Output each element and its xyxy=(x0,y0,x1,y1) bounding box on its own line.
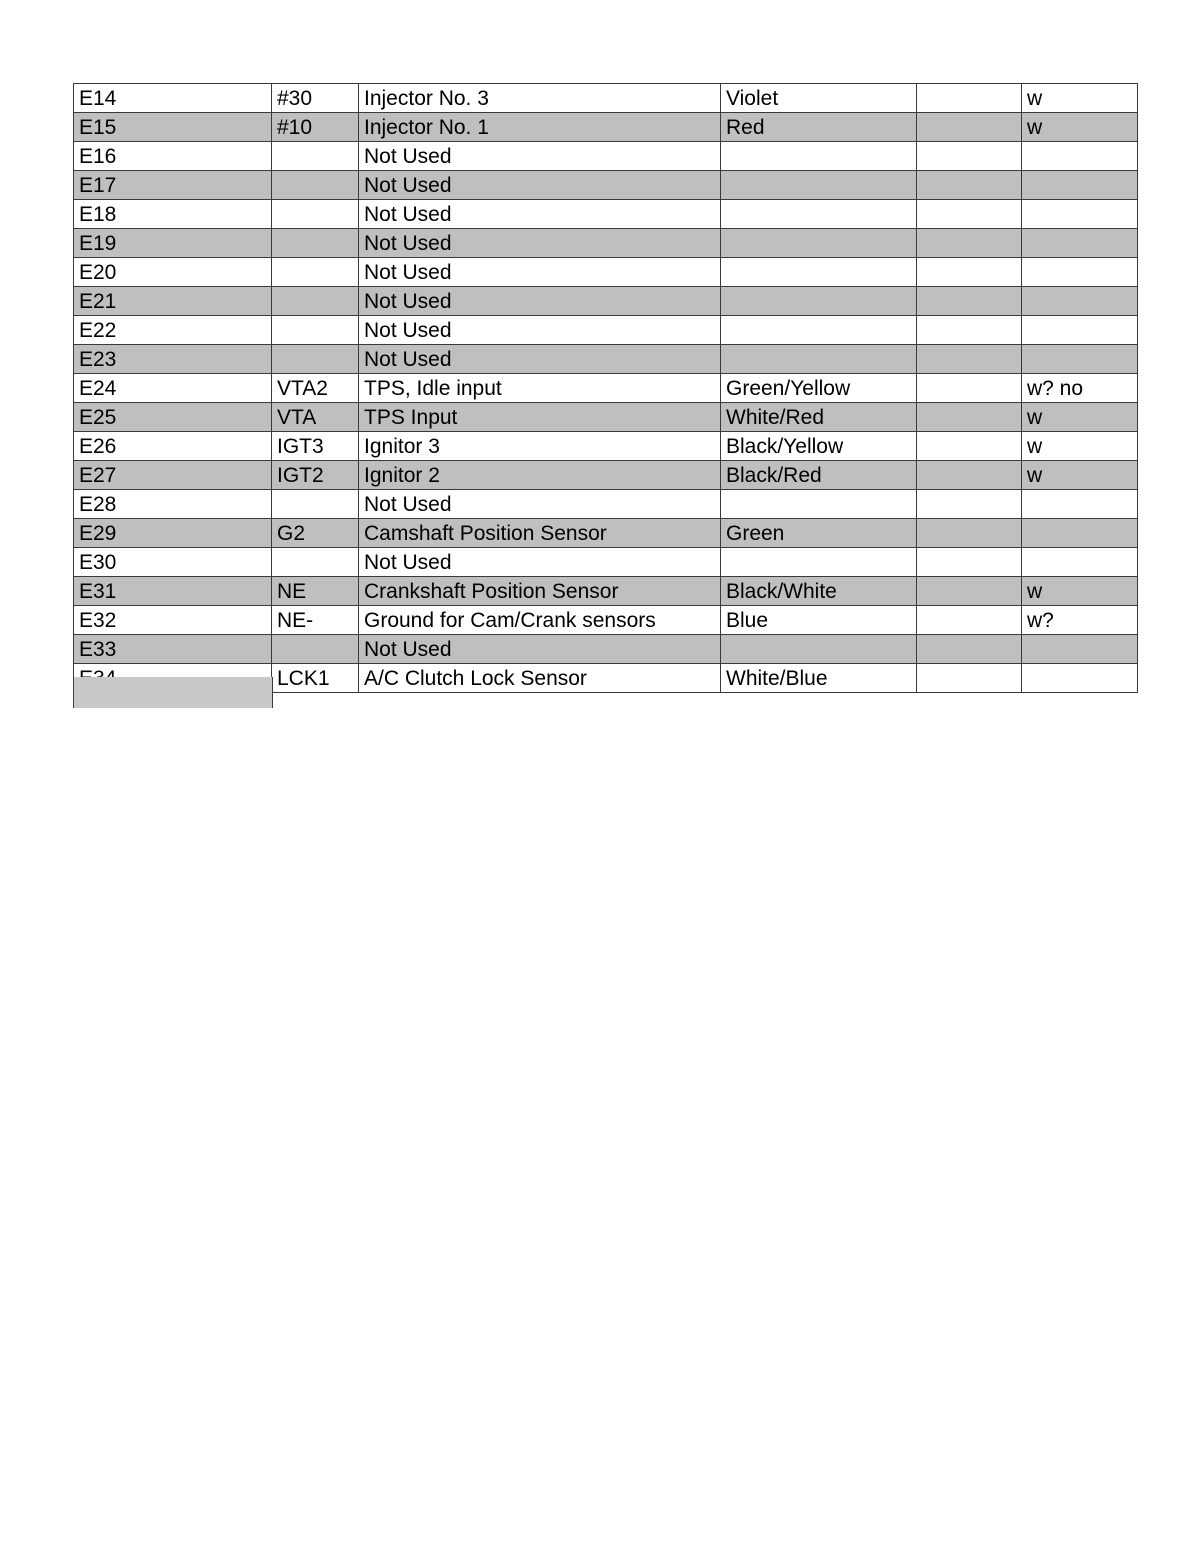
note-cell xyxy=(1022,142,1138,171)
table-row xyxy=(74,113,1138,142)
note-cell xyxy=(1022,200,1138,229)
blank-cell xyxy=(917,635,1022,664)
function-cell: Not Used xyxy=(359,287,721,316)
pin-cell: E23 xyxy=(74,345,272,374)
pin-cell: E27 xyxy=(74,461,272,490)
pin-cell: E15 xyxy=(74,113,272,142)
signal-code-cell xyxy=(272,229,359,258)
pin-cell: E14 xyxy=(74,84,272,113)
note-cell: w? no xyxy=(1022,374,1138,403)
signal-code-cell: NE xyxy=(272,577,359,606)
pin-cell: E16 xyxy=(74,142,272,171)
wire-color-cell: Black/White xyxy=(721,577,917,606)
function-cell: Not Used xyxy=(359,258,721,287)
note-cell: w? xyxy=(1022,606,1138,635)
function-cell: Camshaft Position Sensor xyxy=(359,519,721,548)
wire-color-cell xyxy=(721,229,917,258)
table-row xyxy=(74,577,1138,606)
function-cell: Not Used xyxy=(359,635,721,664)
signal-code-cell xyxy=(272,635,359,664)
wire-color-cell xyxy=(721,635,917,664)
pin-cell: E25 xyxy=(74,403,272,432)
note-cell xyxy=(1022,490,1138,519)
signal-code-cell: IGT3 xyxy=(272,432,359,461)
note-cell xyxy=(1022,664,1138,693)
blank-cell xyxy=(917,519,1022,548)
signal-code-cell: VTA xyxy=(272,403,359,432)
pin-cell: E17 xyxy=(74,171,272,200)
table-row xyxy=(74,200,1138,229)
note-cell: w xyxy=(1022,577,1138,606)
wire-color-cell: White/Blue xyxy=(721,664,917,693)
blank-cell xyxy=(917,345,1022,374)
empty-shaded-cell xyxy=(73,677,273,708)
wire-color-cell: Blue xyxy=(721,606,917,635)
blank-cell xyxy=(917,84,1022,113)
blank-cell xyxy=(917,664,1022,693)
table-row xyxy=(74,142,1138,171)
pin-cell: E19 xyxy=(74,229,272,258)
function-cell: Not Used xyxy=(359,171,721,200)
table-row xyxy=(74,287,1138,316)
wire-color-cell xyxy=(721,142,917,171)
note-cell: w xyxy=(1022,432,1138,461)
blank-cell xyxy=(917,113,1022,142)
blank-cell xyxy=(917,142,1022,171)
signal-code-cell xyxy=(272,490,359,519)
table-row xyxy=(74,374,1138,403)
blank-cell xyxy=(917,171,1022,200)
signal-code-cell: #30 xyxy=(272,84,359,113)
table-row xyxy=(74,84,1138,113)
pin-cell: E29 xyxy=(74,519,272,548)
wire-color-cell xyxy=(721,287,917,316)
table-row xyxy=(74,258,1138,287)
note-cell: w xyxy=(1022,84,1138,113)
function-cell: TPS Input xyxy=(359,403,721,432)
signal-code-cell: #10 xyxy=(272,113,359,142)
table-row xyxy=(74,635,1138,664)
signal-code-cell: G2 xyxy=(272,519,359,548)
table-row xyxy=(74,519,1138,548)
function-cell: TPS, Idle input xyxy=(359,374,721,403)
wire-color-cell xyxy=(721,258,917,287)
wire-color-cell: Black/Yellow xyxy=(721,432,917,461)
note-cell xyxy=(1022,258,1138,287)
signal-code-cell xyxy=(272,345,359,374)
note-cell xyxy=(1022,171,1138,200)
table-row xyxy=(74,403,1138,432)
function-cell: Not Used xyxy=(359,345,721,374)
function-cell: Not Used xyxy=(359,142,721,171)
note-cell xyxy=(1022,316,1138,345)
wire-color-cell: Green xyxy=(721,519,917,548)
blank-cell xyxy=(917,606,1022,635)
function-cell: Not Used xyxy=(359,316,721,345)
pin-cell: E26 xyxy=(74,432,272,461)
wire-color-cell xyxy=(721,200,917,229)
function-cell: Injector No. 1 xyxy=(359,113,721,142)
table-row xyxy=(74,490,1138,519)
note-cell: w xyxy=(1022,113,1138,142)
table-row xyxy=(74,432,1138,461)
pin-cell: E18 xyxy=(74,200,272,229)
table-row xyxy=(74,345,1138,374)
function-cell: Crankshaft Position Sensor xyxy=(359,577,721,606)
blank-cell xyxy=(917,229,1022,258)
wire-color-cell: Red xyxy=(721,113,917,142)
signal-code-cell xyxy=(272,258,359,287)
table-row xyxy=(74,548,1138,577)
table-row xyxy=(74,606,1138,635)
pin-cell: E33 xyxy=(74,635,272,664)
signal-code-cell xyxy=(272,142,359,171)
wire-color-cell: Green/Yellow xyxy=(721,374,917,403)
function-cell: Not Used xyxy=(359,490,721,519)
pin-cell: E30 xyxy=(74,548,272,577)
pin-cell: E24 xyxy=(74,374,272,403)
blank-cell xyxy=(917,403,1022,432)
wire-color-cell xyxy=(721,171,917,200)
wire-color-cell xyxy=(721,490,917,519)
blank-cell xyxy=(917,548,1022,577)
pinout-table-container xyxy=(73,83,1138,693)
function-cell: A/C Clutch Lock Sensor xyxy=(359,664,721,693)
function-cell: Ignitor 2 xyxy=(359,461,721,490)
wire-color-cell: Violet xyxy=(721,84,917,113)
function-cell: Ignitor 3 xyxy=(359,432,721,461)
signal-code-cell xyxy=(272,548,359,577)
note-cell xyxy=(1022,287,1138,316)
note-cell xyxy=(1022,229,1138,258)
wire-color-cell: Black/Red xyxy=(721,461,917,490)
signal-code-cell: IGT2 xyxy=(272,461,359,490)
note-cell xyxy=(1022,519,1138,548)
function-cell: Ground for Cam/Crank sensors xyxy=(359,606,721,635)
blank-cell xyxy=(917,258,1022,287)
signal-code-cell: VTA2 xyxy=(272,374,359,403)
pin-cell: E20 xyxy=(74,258,272,287)
function-cell: Not Used xyxy=(359,229,721,258)
blank-cell xyxy=(917,374,1022,403)
note-cell xyxy=(1022,548,1138,577)
table-row xyxy=(74,461,1138,490)
function-cell: Not Used xyxy=(359,548,721,577)
wire-color-cell: White/Red xyxy=(721,403,917,432)
note-cell xyxy=(1022,345,1138,374)
blank-cell xyxy=(917,577,1022,606)
blank-cell xyxy=(917,490,1022,519)
note-cell xyxy=(1022,635,1138,664)
wire-color-cell xyxy=(721,345,917,374)
blank-cell xyxy=(917,461,1022,490)
signal-code-cell xyxy=(272,316,359,345)
note-cell: w xyxy=(1022,403,1138,432)
function-cell: Injector No. 3 xyxy=(359,84,721,113)
note-cell: w xyxy=(1022,461,1138,490)
pin-cell: E21 xyxy=(74,287,272,316)
pin-cell: E31 xyxy=(74,577,272,606)
signal-code-cell: LCK1 xyxy=(272,664,359,693)
function-cell: Not Used xyxy=(359,200,721,229)
pinout-table xyxy=(73,83,1138,693)
table-row xyxy=(74,171,1138,200)
signal-code-cell xyxy=(272,171,359,200)
pin-cell: E22 xyxy=(74,316,272,345)
pinout-table-body xyxy=(74,84,1138,693)
blank-cell xyxy=(917,200,1022,229)
wire-color-cell xyxy=(721,316,917,345)
wire-color-cell xyxy=(721,548,917,577)
pin-cell: E28 xyxy=(74,490,272,519)
blank-cell xyxy=(917,316,1022,345)
signal-code-cell xyxy=(272,287,359,316)
table-row xyxy=(74,316,1138,345)
table-row xyxy=(74,229,1138,258)
signal-code-cell: NE- xyxy=(272,606,359,635)
signal-code-cell xyxy=(272,200,359,229)
pin-cell: E32 xyxy=(74,606,272,635)
blank-cell xyxy=(917,287,1022,316)
blank-cell xyxy=(917,432,1022,461)
